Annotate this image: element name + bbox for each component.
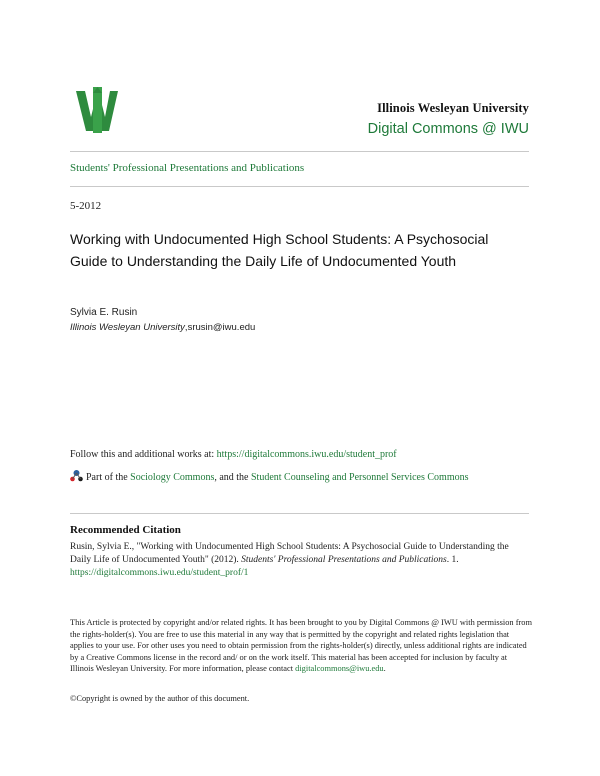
institution-name: Illinois Wesleyan University: [377, 101, 529, 115]
copyright-line: ©Copyright is owned by the author of this document.: [70, 694, 250, 703]
document-title: Working with Undocumented High School Students: A Psychosocial Guide to Understanding the Daily Life of Undocumented Youth: [70, 231, 489, 269]
counseling-commons-link[interactable]: Student Counseling and Personnel Services Commons: [251, 472, 469, 483]
publication-date: 5-2012: [70, 200, 102, 212]
follow-line: [70, 449, 397, 460]
institution-block: [368, 101, 529, 137]
citation-text: Rusin, Sylvia E., "Working with Undocumented High School Students: A Psychosocial Guide to Understanding the Daily Life of Undocumented Youth" (2012).: [70, 542, 509, 565]
divider-top: [70, 151, 529, 152]
author-name: Sylvia E. Rusin: [70, 307, 138, 318]
citation-url-link[interactable]: https://digitalcommons.iwu.edu/student_prof/1: [70, 568, 249, 578]
repository-name[interactable]: Digital Commons @ IWU: [367, 121, 529, 137]
network-icon: [70, 469, 83, 482]
follow-url-link[interactable]: https://digitalcommons.iwu.edu/student_prof: [216, 449, 397, 460]
notice-end: .: [383, 664, 386, 674]
contact-email-link[interactable]: digitalcommons@iwu.edu: [295, 664, 384, 674]
divider-citation: [70, 513, 529, 514]
citation-heading: Recommended Citation: [70, 524, 181, 536]
part-of-line: [70, 469, 525, 487]
part-of-middle: , and the: [214, 472, 249, 483]
author-institution: Illinois Wesleyan University: [70, 322, 185, 333]
citation-body: [70, 541, 532, 580]
sociology-commons-link[interactable]: Sociology Commons: [130, 472, 215, 483]
author-email: srusin@iwu.edu: [187, 322, 256, 333]
part-of-prefix: Part of the: [86, 472, 128, 483]
author-affiliation: Illinois Wesleyan University,srusin@iwu.edu: [70, 322, 256, 333]
series-link[interactable]: Students' Professional Presentations and Publications: [70, 162, 305, 174]
citation-number: . 1.: [446, 555, 459, 565]
divider-series: [70, 186, 529, 187]
follow-prefix: Follow this and additional works at:: [70, 449, 215, 460]
notice-text: This Article is protected by copyright and/or related rights. It has been brought to you by Digital Commons @ IWU with permission from the rights-holder(s). You are free to use this material in any way that is permitted by the copyright and related rights legislation that applies to your use. For other uses you need to obtain permission from the rights-holder(s) directly, unless additional rights are indicated by a Creative Commons license in the record and/ or on the work itself. This material has been accepted for inclusion by faculty at Illinois Wesleyan University. For more information, please contact: [70, 618, 532, 674]
iwu-w-logo-icon: [76, 87, 118, 133]
citation-series: Students' Professional Presentations and Publications: [241, 555, 447, 565]
rights-notice: [70, 617, 532, 675]
